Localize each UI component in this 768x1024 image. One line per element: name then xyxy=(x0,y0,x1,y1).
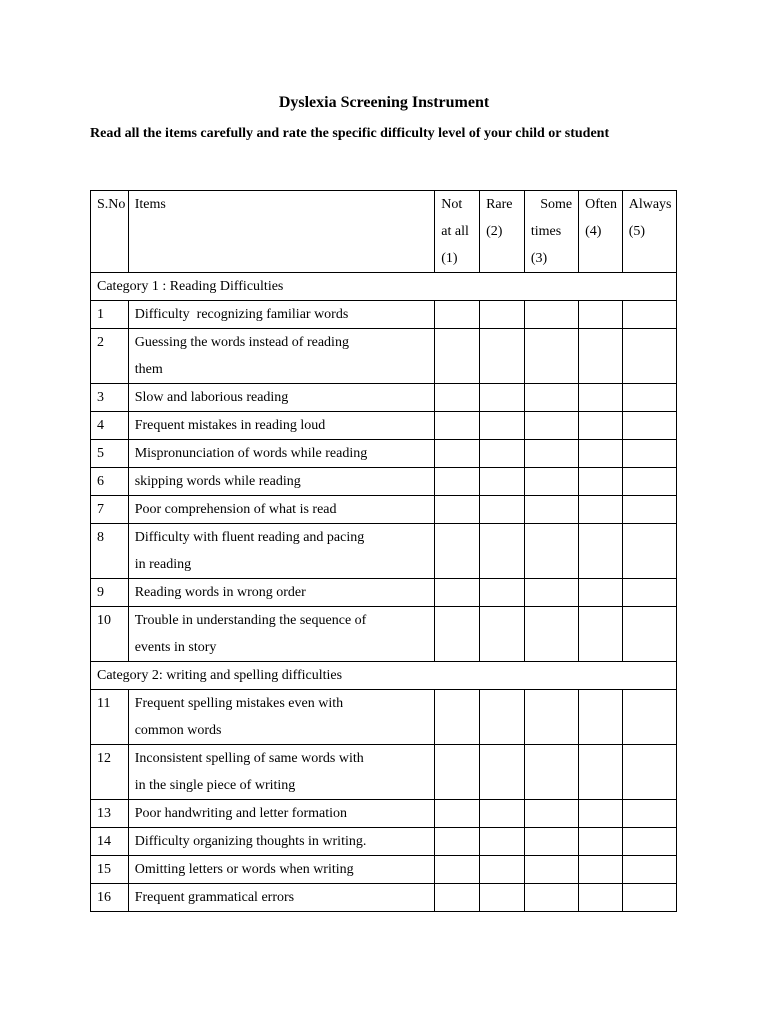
rating-cell-often[interactable] xyxy=(579,690,623,745)
rating-cell-sometimes[interactable] xyxy=(524,607,578,662)
rating-cell-not-at-all[interactable] xyxy=(435,884,480,912)
header-not-at-all: Not at all (1) xyxy=(435,191,480,273)
item-description-line: Omitting letters or words when writing xyxy=(134,862,354,877)
rating-cell-rare[interactable] xyxy=(480,828,525,856)
rating-cell-sometimes[interactable] xyxy=(524,468,578,496)
item-number: 14 xyxy=(91,828,129,856)
item-description xyxy=(128,607,435,662)
rating-cell-always[interactable] xyxy=(622,579,676,607)
item-description xyxy=(128,745,435,800)
item-number: 15 xyxy=(91,856,129,884)
item-number: 4 xyxy=(91,412,129,440)
document-instructions: Read all the items carefully and rate the specific difficulty level of your child or student xyxy=(90,126,610,141)
table-row xyxy=(91,524,677,579)
item-description xyxy=(128,468,435,496)
rating-cell-always[interactable] xyxy=(622,800,676,828)
item-description xyxy=(128,329,435,384)
item-description-line: Difficulty recognizing familiar words xyxy=(134,307,349,322)
rating-cell-not-at-all[interactable] xyxy=(435,440,480,468)
rating-cell-always[interactable] xyxy=(622,384,676,412)
item-description xyxy=(128,384,435,412)
rating-cell-always[interactable] xyxy=(622,496,676,524)
table-body xyxy=(91,273,677,912)
rating-cell-not-at-all[interactable] xyxy=(435,579,480,607)
rating-cell-often[interactable] xyxy=(579,301,623,329)
rating-cell-sometimes[interactable] xyxy=(524,690,578,745)
rating-cell-often[interactable] xyxy=(579,440,623,468)
item-number: 10 xyxy=(91,607,129,662)
header-sometimes: Some times (3) xyxy=(524,191,578,273)
table-row xyxy=(91,384,677,412)
item-description xyxy=(128,856,435,884)
header-row xyxy=(91,191,677,273)
rating-cell-not-at-all[interactable] xyxy=(435,745,480,800)
item-description-line: Difficulty with fluent reading and pacing xyxy=(134,530,365,545)
rating-cell-often[interactable] xyxy=(579,384,623,412)
rating-cell-always[interactable] xyxy=(622,468,676,496)
item-number: 1 xyxy=(91,301,129,329)
item-description-line: them xyxy=(134,362,163,377)
item-description-line: Trouble in understanding the sequence of xyxy=(134,613,367,628)
screening-table xyxy=(90,190,677,912)
rating-cell-sometimes[interactable] xyxy=(524,800,578,828)
rating-cell-sometimes[interactable] xyxy=(524,524,578,579)
item-number: 2 xyxy=(91,329,129,384)
rating-cell-not-at-all[interactable] xyxy=(435,690,480,745)
rating-cell-rare[interactable] xyxy=(480,607,525,662)
item-description-line: events in story xyxy=(134,640,217,655)
table-row xyxy=(91,496,677,524)
item-description-line: skipping words while reading xyxy=(134,474,301,489)
item-description-line: Reading words in wrong order xyxy=(134,585,306,600)
rating-cell-sometimes[interactable] xyxy=(524,856,578,884)
rating-cell-not-at-all[interactable] xyxy=(435,468,480,496)
header-sno: S.No xyxy=(91,191,129,273)
item-description xyxy=(128,800,435,828)
item-description xyxy=(128,579,435,607)
table-row xyxy=(91,828,677,856)
rating-cell-always[interactable] xyxy=(622,524,676,579)
rating-cell-often[interactable] xyxy=(579,745,623,800)
item-description-line: Poor comprehension of what is read xyxy=(134,502,337,517)
rating-cell-always[interactable] xyxy=(622,329,676,384)
item-description-line: in reading xyxy=(134,557,192,572)
table-row xyxy=(91,468,677,496)
item-description-line: Difficulty organizing thoughts in writing. xyxy=(134,834,367,849)
rating-cell-not-at-all[interactable] xyxy=(435,828,480,856)
rating-cell-sometimes[interactable] xyxy=(524,828,578,856)
rating-cell-often[interactable] xyxy=(579,329,623,384)
table-row xyxy=(91,690,677,745)
rating-cell-rare[interactable] xyxy=(480,800,525,828)
rating-cell-always[interactable] xyxy=(622,745,676,800)
rating-cell-rare[interactable] xyxy=(480,329,525,384)
rating-cell-always[interactable] xyxy=(622,828,676,856)
item-number: 3 xyxy=(91,384,129,412)
rating-cell-sometimes[interactable] xyxy=(524,745,578,800)
rating-cell-not-at-all[interactable] xyxy=(435,524,480,579)
rating-cell-often[interactable] xyxy=(579,607,623,662)
rating-cell-rare[interactable] xyxy=(480,524,525,579)
rating-cell-sometimes[interactable] xyxy=(524,329,578,384)
item-number: 9 xyxy=(91,579,129,607)
rating-cell-always[interactable] xyxy=(622,440,676,468)
item-number: 5 xyxy=(91,440,129,468)
item-description xyxy=(128,524,435,579)
item-number: 16 xyxy=(91,884,129,912)
item-description xyxy=(128,828,435,856)
item-description xyxy=(128,412,435,440)
item-description-line: Guessing the words instead of reading xyxy=(134,335,349,350)
rating-cell-sometimes[interactable] xyxy=(524,384,578,412)
item-description xyxy=(128,496,435,524)
rating-cell-not-at-all[interactable] xyxy=(435,800,480,828)
rating-cell-rare[interactable] xyxy=(480,384,525,412)
table-row xyxy=(91,301,677,329)
rating-cell-rare[interactable] xyxy=(480,440,525,468)
item-description-line: Frequent grammatical errors xyxy=(134,890,295,905)
rating-cell-always[interactable] xyxy=(622,412,676,440)
item-number: 7 xyxy=(91,496,129,524)
category-title: Category 1 : Reading Difficulties xyxy=(91,273,677,301)
category-row xyxy=(91,273,677,301)
rating-cell-sometimes[interactable] xyxy=(524,496,578,524)
rating-cell-often[interactable] xyxy=(579,524,623,579)
table-row xyxy=(91,856,677,884)
item-description xyxy=(128,690,435,745)
table-row xyxy=(91,800,677,828)
rating-cell-not-at-all[interactable] xyxy=(435,329,480,384)
rating-cell-sometimes[interactable] xyxy=(524,301,578,329)
item-description-line: common words xyxy=(134,723,222,738)
rating-cell-not-at-all[interactable] xyxy=(435,856,480,884)
rating-cell-often[interactable] xyxy=(579,579,623,607)
rating-cell-not-at-all[interactable] xyxy=(435,496,480,524)
item-description-line: Slow and laborious reading xyxy=(134,390,289,405)
rating-cell-rare[interactable] xyxy=(480,301,525,329)
table-row xyxy=(91,579,677,607)
item-number: 11 xyxy=(91,690,129,745)
rating-cell-often[interactable] xyxy=(579,828,623,856)
item-description-line: Frequent spelling mistakes even with xyxy=(134,696,344,711)
rating-cell-sometimes[interactable] xyxy=(524,884,578,912)
rating-cell-rare[interactable] xyxy=(480,579,525,607)
category-row xyxy=(91,662,677,690)
rating-cell-rare[interactable] xyxy=(480,496,525,524)
item-description-line: Mispronunciation of words while reading xyxy=(134,446,368,461)
item-description-line: Frequent mistakes in reading loud xyxy=(134,418,326,433)
rating-cell-always[interactable] xyxy=(622,856,676,884)
table-row xyxy=(91,440,677,468)
item-description-line: in the single piece of writing xyxy=(134,778,296,793)
item-description xyxy=(128,301,435,329)
table-row xyxy=(91,884,677,912)
item-number: 12 xyxy=(91,745,129,800)
item-description-line: Inconsistent spelling of same words with xyxy=(134,751,364,766)
table-row xyxy=(91,607,677,662)
rating-cell-not-at-all[interactable] xyxy=(435,384,480,412)
rating-cell-rare[interactable] xyxy=(480,745,525,800)
header-items: Items xyxy=(128,191,435,273)
rating-cell-rare[interactable] xyxy=(480,856,525,884)
rating-cell-always[interactable] xyxy=(622,884,676,912)
item-number: 8 xyxy=(91,524,129,579)
table-row xyxy=(91,745,677,800)
rating-cell-not-at-all[interactable] xyxy=(435,607,480,662)
rating-cell-often[interactable] xyxy=(579,412,623,440)
rating-cell-always[interactable] xyxy=(622,607,676,662)
category-title: Category 2: writing and spelling difficulties xyxy=(91,662,677,690)
rating-cell-rare[interactable] xyxy=(480,412,525,440)
header-often: Often (4) xyxy=(579,191,623,273)
item-number: 13 xyxy=(91,800,129,828)
item-description xyxy=(128,884,435,912)
item-description xyxy=(128,440,435,468)
rating-cell-always[interactable] xyxy=(622,301,676,329)
item-description-line: Poor handwriting and letter formation xyxy=(134,806,348,821)
rating-cell-often[interactable] xyxy=(579,800,623,828)
rating-cell-often[interactable] xyxy=(579,468,623,496)
rating-cell-sometimes[interactable] xyxy=(524,579,578,607)
table-row xyxy=(91,412,677,440)
rating-cell-rare[interactable] xyxy=(480,690,525,745)
rating-cell-not-at-all[interactable] xyxy=(435,301,480,329)
document-title: Dyslexia Screening Instrument xyxy=(278,94,490,111)
rating-cell-often[interactable] xyxy=(579,856,623,884)
header-rare: Rare (2) xyxy=(480,191,525,273)
header-always: Always (5) xyxy=(622,191,676,273)
table-row xyxy=(91,329,677,384)
rating-cell-sometimes[interactable] xyxy=(524,440,578,468)
rating-cell-often[interactable] xyxy=(579,884,623,912)
rating-cell-not-at-all[interactable] xyxy=(435,412,480,440)
rating-cell-often[interactable] xyxy=(579,496,623,524)
rating-cell-rare[interactable] xyxy=(480,884,525,912)
item-number: 6 xyxy=(91,468,129,496)
rating-cell-always[interactable] xyxy=(622,690,676,745)
rating-cell-rare[interactable] xyxy=(480,468,525,496)
rating-cell-sometimes[interactable] xyxy=(524,412,578,440)
